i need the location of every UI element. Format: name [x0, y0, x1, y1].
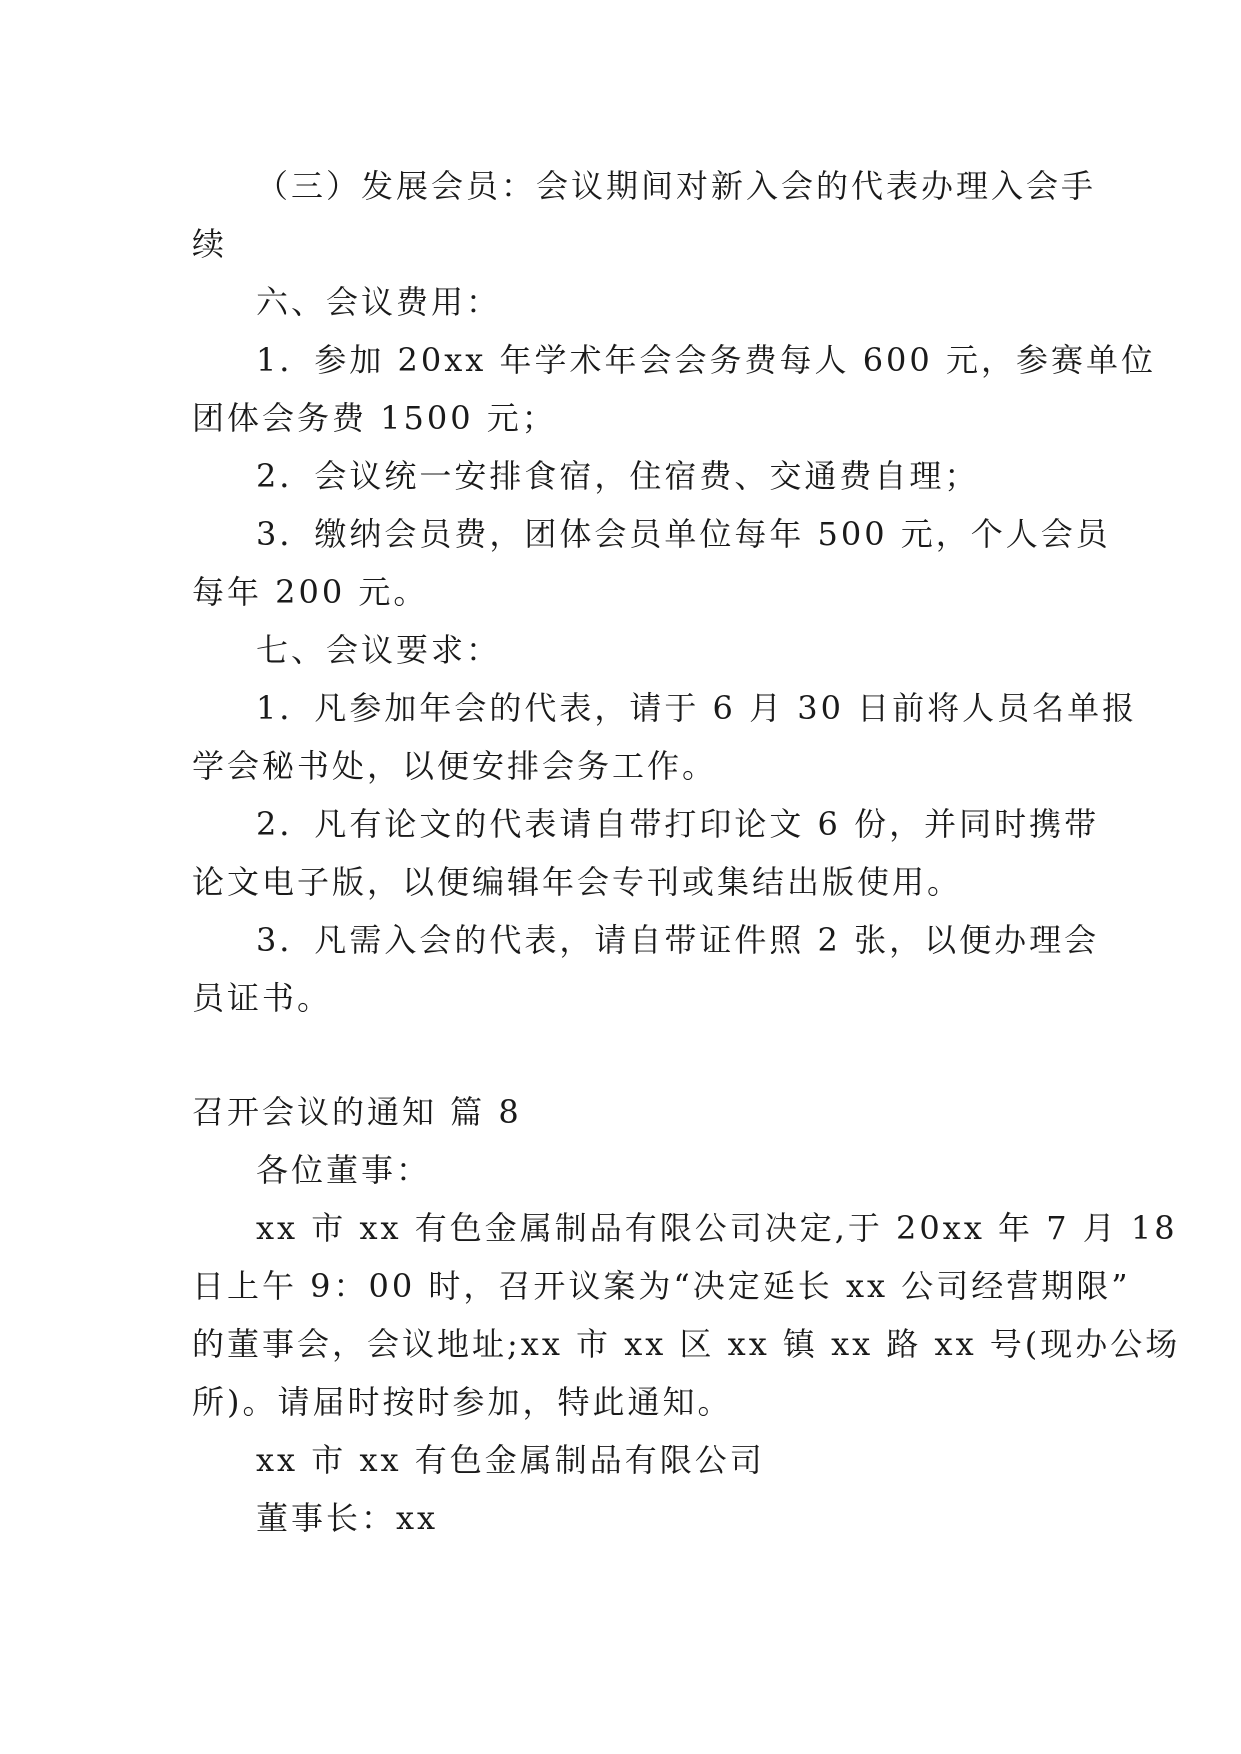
notice-body-cont-3: 所)。请届时按时参加，特此通知。: [192, 1383, 733, 1421]
paragraph-membership-cont: 续: [192, 225, 228, 263]
fee-item-1: 1．参加 20xx 年学术年会会务费每人 600 元，参赛单位: [256, 341, 1156, 379]
company-signature: xx 市 xx 有色金属制品有限公司: [256, 1441, 765, 1479]
requirement-item-3-cont: 员证书。: [192, 979, 333, 1017]
notice-body: xx 市 xx 有色金属制品有限公司决定,于 20xx 年 7 月 18: [256, 1209, 1178, 1247]
notice-body-cont-2: 的董事会，会议地址;xx 市 xx 区 xx 镇 xx 路 xx 号(现办公场: [192, 1325, 1181, 1363]
requirement-item-2-cont: 论文电子版，以便编辑年会专刊或集结出版使用。: [192, 863, 963, 901]
chairman-signature: 董事长：xx: [256, 1499, 439, 1537]
section-heading-fees: 六、会议费用：: [256, 283, 502, 321]
notice-title: 召开会议的通知 篇 8: [192, 1093, 522, 1131]
paragraph-membership: （三）发展会员：会议期间对新入会的代表办理入会手: [256, 167, 1097, 205]
fee-item-1-cont: 团体会务费 1500 元；: [192, 399, 557, 437]
requirement-item-1-cont: 学会秘书处，以便安排会务工作。: [192, 747, 718, 785]
salutation: 各位董事：: [256, 1151, 432, 1189]
fee-item-3: 3．缴纳会员费，团体会员单位每年 500 元，个人会员: [256, 515, 1111, 553]
fee-item-3-cont: 每年 200 元。: [192, 573, 429, 611]
section-heading-requirements: 七、会议要求：: [256, 631, 502, 669]
requirement-item-3: 3．凡需入会的代表，请自带证件照 2 张，以便办理会: [256, 921, 1100, 959]
requirement-item-2: 2．凡有论文的代表请自带打印论文 6 份，并同时携带: [256, 805, 1100, 843]
notice-body-cont-1: 日上午 9：00 时，召开议案为“决定延长 xx 公司经营期限”: [192, 1267, 1131, 1305]
requirement-item-1: 1．凡参加年会的代表，请于 6 月 30 日前将人员名单报: [256, 689, 1138, 727]
fee-item-2: 2．会议统一安排食宿，住宿费、交通费自理；: [256, 457, 980, 495]
